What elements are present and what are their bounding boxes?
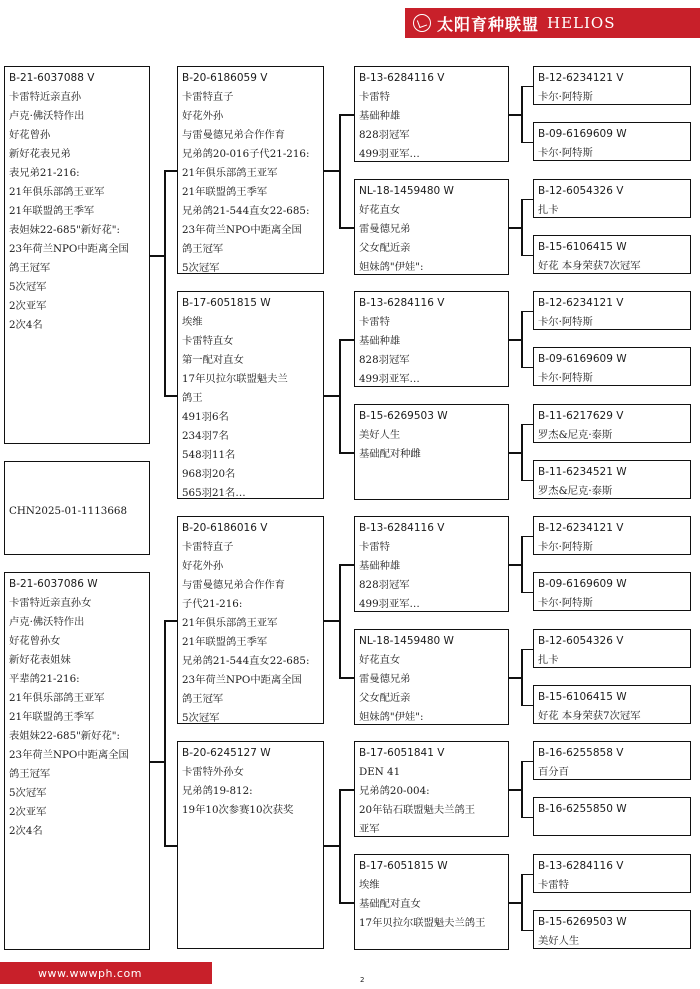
- connector-line: [521, 874, 533, 876]
- connector-line: [521, 649, 533, 651]
- pedigree-text-line: 新好花表姐妹: [9, 654, 71, 666]
- connector-line: [339, 789, 354, 791]
- connector-line: [521, 592, 533, 594]
- connector-line: [521, 86, 533, 88]
- connector-line: [521, 86, 523, 142]
- ring-number: B-20-6186059 V: [182, 72, 268, 84]
- connector-line: [521, 817, 533, 819]
- pedigree-text-line: 鸽王: [182, 392, 203, 404]
- connector-line: [521, 536, 533, 538]
- pedigree-box-g15: [533, 854, 691, 893]
- pedigree-text-line: 卡尔·阿特斯: [538, 372, 593, 384]
- connector-line: [164, 620, 177, 622]
- pedigree-text-line: 卡雷特: [538, 879, 569, 891]
- pedigree-text-line: 基础配对种雌: [359, 448, 421, 460]
- connector-line: [521, 761, 533, 763]
- connector-line: [339, 564, 354, 566]
- pedigree-text-line: 17年贝拉尔联盟魁夫兰: [182, 373, 288, 385]
- pedigree-box-ds: [177, 516, 324, 724]
- ring-number: B-16-6255858 V: [538, 747, 624, 759]
- pedigree-text-line: 埃维: [359, 879, 380, 891]
- pedigree-text-line: 基础配对直女: [359, 898, 421, 910]
- pedigree-box-g13: [533, 741, 691, 780]
- pedigree-text-line: 与雷曼德兄弟合作作育: [182, 129, 285, 141]
- pedigree-text-line: 234羽7名: [182, 430, 229, 442]
- pedigree-text-line: 499羽亚军…: [359, 598, 420, 610]
- pedigree-text-line: 21年俱乐部鸽王亚军: [182, 617, 278, 629]
- connector-line: [150, 761, 165, 763]
- pedigree-text-line: 23年荷兰NPO中距离全国: [182, 224, 302, 236]
- pedigree-text-line: 好花直女: [359, 654, 401, 666]
- ring-number: B-12-6234121 V: [538, 297, 624, 309]
- pedigree-box-g14: [533, 797, 691, 836]
- connector-line: [164, 170, 177, 172]
- pedigree-text-line: 卡尔·阿特斯: [538, 597, 593, 609]
- pedigree-text-line: 好花 本身荣获7次冠军: [538, 260, 641, 272]
- pedigree-box-dsd: [354, 629, 509, 725]
- pedigree-text-line: 鸽王冠军: [182, 693, 224, 705]
- pedigree-text-line: 卡雷特: [359, 541, 390, 553]
- connector-line: [521, 874, 523, 930]
- pedigree-text-line: 17年贝拉尔联盟魁夫兰鸽王: [359, 917, 486, 929]
- pedigree-text-line: 雷曼德兄弟: [359, 223, 411, 235]
- pedigree-text-line: 卢克·佛沃特作出: [9, 110, 85, 122]
- pedigree-text-line: 基础种雄: [359, 560, 401, 572]
- pedigree-text-line: 平辈鸽21-216:: [9, 673, 80, 685]
- ring-number: B-09-6169609 W: [538, 578, 627, 590]
- pedigree-text-line: 828羽冠军: [359, 129, 410, 141]
- pedigree-text-line: 表兄弟21-216:: [9, 167, 80, 179]
- pedigree-text-line: 表姐妹22-685"新好花":: [9, 730, 120, 742]
- ring-number: B-09-6169609 W: [538, 128, 627, 140]
- pedigree-box-g10: [533, 572, 691, 611]
- pedigree-text-line: 5次冠军: [182, 712, 220, 724]
- ring-number: B-13-6284116 V: [359, 72, 445, 84]
- connector-line: [339, 789, 341, 902]
- pedigree-text-line: 兄弟鸽21-544直女22-685:: [182, 655, 310, 667]
- connector-line: [339, 227, 354, 229]
- pedigree-text-line: 卡雷特直子: [182, 541, 234, 553]
- connector-line: [521, 311, 523, 367]
- pedigree-text-line: 828羽冠军: [359, 354, 410, 366]
- connector-line: [521, 930, 533, 932]
- connector-line: [339, 114, 354, 116]
- connector-line: [164, 395, 177, 397]
- pedigree-text-line: 21年俱乐部鸽王亚军: [9, 186, 105, 198]
- ring-number: B-11-6234521 W: [538, 466, 627, 478]
- pedigree-text-line: 21年联盟鸽王季军: [9, 711, 95, 723]
- pedigree-box-sds: [354, 291, 509, 387]
- pedigree-text-line: 491羽6名: [182, 411, 229, 423]
- pedigree-text-line: 基础种雄: [359, 335, 401, 347]
- pedigree-text-line: 鸽王冠军: [182, 243, 224, 255]
- ring-number: [9, 464, 145, 483]
- ring-number: B-12-6054326 V: [538, 635, 624, 647]
- pedigree-text-line: 968羽20名: [182, 468, 236, 480]
- pedigree-box-g7: [533, 404, 691, 443]
- ring-number: NL-18-1459480 W: [359, 635, 454, 647]
- pedigree-text-line: 21年联盟鸽王季军: [182, 636, 268, 648]
- pedigree-text-line: 好花曾孙女: [9, 635, 61, 647]
- pedigree-box-sire: [4, 66, 150, 444]
- pedigree-text-line: 子代21-216:: [182, 598, 243, 610]
- pedigree-box-sdd: [354, 404, 509, 500]
- pedigree-box-sd: [177, 291, 324, 499]
- pedigree-text-line: 23年荷兰NPO中距离全国: [9, 243, 129, 255]
- ring-number: B-13-6284116 V: [359, 297, 445, 309]
- connector-line: [324, 845, 340, 847]
- pedigree-text-line: 鸽王冠军: [9, 768, 51, 780]
- pedigree-text-line: 卡雷特近亲直孙: [9, 91, 82, 103]
- pedigree-text-line: 卡尔·阿特斯: [538, 541, 593, 553]
- pedigree-box-g12: [533, 685, 691, 724]
- connector-line: [150, 255, 165, 257]
- connector-line: [339, 339, 354, 341]
- pedigree-text-line: 好花 本身荣获7次冠军: [538, 710, 641, 722]
- connector-line: [521, 255, 533, 257]
- pedigree-text-line: 百分百: [538, 766, 569, 778]
- pedigree-text-line: 罗杰&尼克·泰斯: [538, 485, 613, 497]
- pedigree-text-line: 罗杰&尼克·泰斯: [538, 429, 613, 441]
- ring-number: B-13-6284116 V: [359, 522, 445, 534]
- pedigree-text-line: 23年荷兰NPO中距离全国: [9, 749, 129, 761]
- ring-number: B-11-6217629 V: [538, 410, 624, 422]
- pedigree-text-line: 卡尔·阿特斯: [538, 147, 593, 159]
- pedigree-text-line: 19年10次参赛10次获奖: [182, 804, 294, 816]
- ring-number: B-21-6037088 V: [9, 72, 95, 84]
- pedigree-box-dd: [177, 741, 324, 949]
- pedigree-text-line: 2次4名: [9, 825, 43, 837]
- pedigree-text-line: 第一配对直女: [182, 354, 244, 366]
- pedigree-box-subject: [4, 461, 150, 555]
- pedigree-text-line: 21年俱乐部鸽王亚军: [182, 167, 278, 179]
- pedigree-text-line: 卡尔·阿特斯: [538, 316, 593, 328]
- ring-number: B-20-6186016 V: [182, 522, 268, 534]
- pedigree-text-line: 2次亚军: [9, 300, 47, 312]
- pedigree-text-line: 表妲妹22-685"新好花":: [9, 224, 120, 236]
- pedigree-box-ss: [177, 66, 324, 274]
- pedigree-text-line: 妲妹鸽"伊娃":: [359, 711, 424, 723]
- pedigree-text-line: 卡雷特直子: [182, 91, 234, 103]
- brand-name-cn: 太阳育种联盟: [437, 14, 540, 34]
- pedigree-text-line: 卡雷特外孙女: [182, 766, 244, 778]
- connector-line: [164, 845, 177, 847]
- connector-line: [521, 705, 533, 707]
- connector-line: [339, 902, 354, 904]
- pedigree-text-line: CHN2025-01-1113668: [9, 505, 127, 517]
- runner-logo-icon: [413, 14, 431, 32]
- header-banner: [405, 8, 700, 38]
- pedigree-text-line: 兄弟鸽20-016子代21-216:: [182, 148, 310, 160]
- connector-line: [521, 311, 533, 313]
- pedigree-box-g8: [533, 460, 691, 499]
- pedigree-text-line: 565羽21名…: [182, 487, 246, 499]
- pedigree-text-line: 828羽冠军: [359, 579, 410, 591]
- connector-line: [339, 452, 354, 454]
- ring-number: B-16-6255850 W: [538, 803, 627, 815]
- connector-line: [521, 142, 533, 144]
- pedigree-box-g9: [533, 516, 691, 555]
- pedigree-text-line: 兄弟鸽21-544直女22-685:: [182, 205, 310, 217]
- pedigree-text-line: 5次冠军: [9, 281, 47, 293]
- connector-line: [339, 114, 341, 227]
- ring-number: B-21-6037086 W: [9, 578, 98, 590]
- connector-line: [521, 480, 533, 482]
- pedigree-text-line: 548羽11名: [182, 449, 236, 461]
- ring-number: B-15-6269503 W: [538, 916, 627, 928]
- pedigree-text-line: 埃维: [182, 316, 203, 328]
- ring-number: B-20-6245127 W: [182, 747, 271, 759]
- pedigree-box-g5: [533, 291, 691, 330]
- pedigree-text-line: 亚军: [359, 823, 380, 835]
- pedigree-text-line: 卡雷特近亲直孙女: [9, 597, 92, 609]
- connector-line: [339, 339, 341, 452]
- pedigree-box-g11: [533, 629, 691, 668]
- pedigree-text-line: 妲妹鸽"伊娃":: [359, 261, 424, 273]
- pedigree-text-line: 鸽王冠军: [9, 262, 51, 274]
- pedigree-text-line: 卡雷特: [359, 316, 390, 328]
- ring-number: B-12-6234121 V: [538, 72, 624, 84]
- ring-number: B-15-6106415 W: [538, 691, 627, 703]
- page-number: 2: [360, 976, 365, 984]
- pedigree-text-line: 卡尔·阿特斯: [538, 91, 593, 103]
- pedigree-text-line: 好花曾孙: [9, 129, 51, 141]
- pedigree-box-dss: [354, 516, 509, 612]
- connector-line: [521, 761, 523, 817]
- connector-line: [324, 620, 340, 622]
- ring-number: B-17-6051815 W: [182, 297, 271, 309]
- connector-line: [521, 424, 533, 426]
- pedigree-box-ddd: [354, 854, 509, 950]
- pedigree-box-ssd: [354, 179, 509, 275]
- pedigree-text-line: 雷曼德兄弟: [359, 673, 411, 685]
- connector-line: [521, 367, 533, 369]
- connector-line: [521, 649, 523, 705]
- ring-number: B-15-6106415 W: [538, 241, 627, 253]
- connector-line: [521, 536, 523, 592]
- pedigree-text-line: 父女配近亲: [359, 692, 411, 704]
- ring-number: B-12-6234121 V: [538, 522, 624, 534]
- pedigree-text-line: 21年联盟鸽王季军: [182, 186, 268, 198]
- pedigree-text-line: 与雷曼德兄弟合作作育: [182, 579, 285, 591]
- pedigree-text-line: 21年联盟鸽王季军: [9, 205, 95, 217]
- pedigree-text-line: 20年钻石联盟魁夫兰鸽王: [359, 804, 476, 816]
- pedigree-text-line: 21年俱乐部鸽王亚军: [9, 692, 105, 704]
- pedigree-text-line: 新好花表兄弟: [9, 148, 71, 160]
- connector-line: [164, 170, 166, 395]
- connector-line: [521, 424, 523, 480]
- pedigree-text-line: 好花外孙: [182, 110, 224, 122]
- pedigree-box-dam: [4, 572, 150, 950]
- pedigree-text-line: 父女配近亲: [359, 242, 411, 254]
- pedigree-text-line: 2次4名: [9, 319, 43, 331]
- pedigree-text-line: [9, 483, 145, 502]
- footer-bar: [0, 962, 212, 984]
- ring-number: B-09-6169609 W: [538, 353, 627, 365]
- connector-line: [324, 170, 340, 172]
- connector-line: [339, 564, 341, 677]
- ring-number: B-12-6054326 V: [538, 185, 624, 197]
- pedigree-text-line: 扎卡: [538, 654, 559, 666]
- pedigree-box-g3: [533, 179, 691, 218]
- pedigree-text-line: 5次冠军: [9, 787, 47, 799]
- pedigree-text-line: 23年荷兰NPO中距离全国: [182, 674, 302, 686]
- pedigree-box-g2: [533, 122, 691, 161]
- pedigree-text-line: 兄弟鸽19-812:: [182, 785, 253, 797]
- pedigree-text-line: 卡雷特直女: [182, 335, 234, 347]
- pedigree-box-g1: [533, 66, 691, 105]
- pedigree-text-line: 美好人生: [538, 935, 580, 947]
- connector-line: [164, 620, 166, 845]
- pedigree-text-line: 好花外孙: [182, 560, 224, 572]
- pedigree-text-line: 好花直女: [359, 204, 401, 216]
- pedigree-text-line: 2次亚军: [9, 806, 47, 818]
- brand-name-en: HELIOS: [547, 14, 616, 32]
- pedigree-text-line: 499羽亚军…: [359, 148, 420, 160]
- ring-number: B-15-6269503 W: [359, 410, 448, 422]
- ring-number: B-17-6051841 V: [359, 747, 445, 759]
- ring-number: B-13-6284116 V: [538, 860, 624, 872]
- ring-number: B-17-6051815 W: [359, 860, 448, 872]
- connector-line: [521, 199, 533, 201]
- pedigree-box-dds: [354, 741, 509, 837]
- pedigree-text-line: 兄弟鸽20-004:: [359, 785, 430, 797]
- pedigree-box-g4: [533, 235, 691, 274]
- connector-line: [324, 395, 340, 397]
- pedigree-text-line: 499羽亚军…: [359, 373, 420, 385]
- pedigree-text-line: 卢克·佛沃特作出: [9, 616, 85, 628]
- footer-url[interactable]: www.wwwph.com: [38, 966, 142, 980]
- pedigree-text-line: 美好人生: [359, 429, 401, 441]
- pedigree-text-line: DEN 41: [359, 766, 401, 778]
- pedigree-box-g16: [533, 910, 691, 949]
- pedigree-box-sss: [354, 66, 509, 162]
- pedigree-text-line: 卡雷特: [359, 91, 390, 103]
- pedigree-text-line: 基础种雄: [359, 110, 401, 122]
- pedigree-text-line: 5次冠军: [182, 262, 220, 274]
- ring-number: NL-18-1459480 W: [359, 185, 454, 197]
- connector-line: [339, 677, 354, 679]
- pedigree-box-g6: [533, 347, 691, 386]
- pedigree-text-line: 扎卡: [538, 204, 559, 216]
- connector-line: [521, 199, 523, 255]
